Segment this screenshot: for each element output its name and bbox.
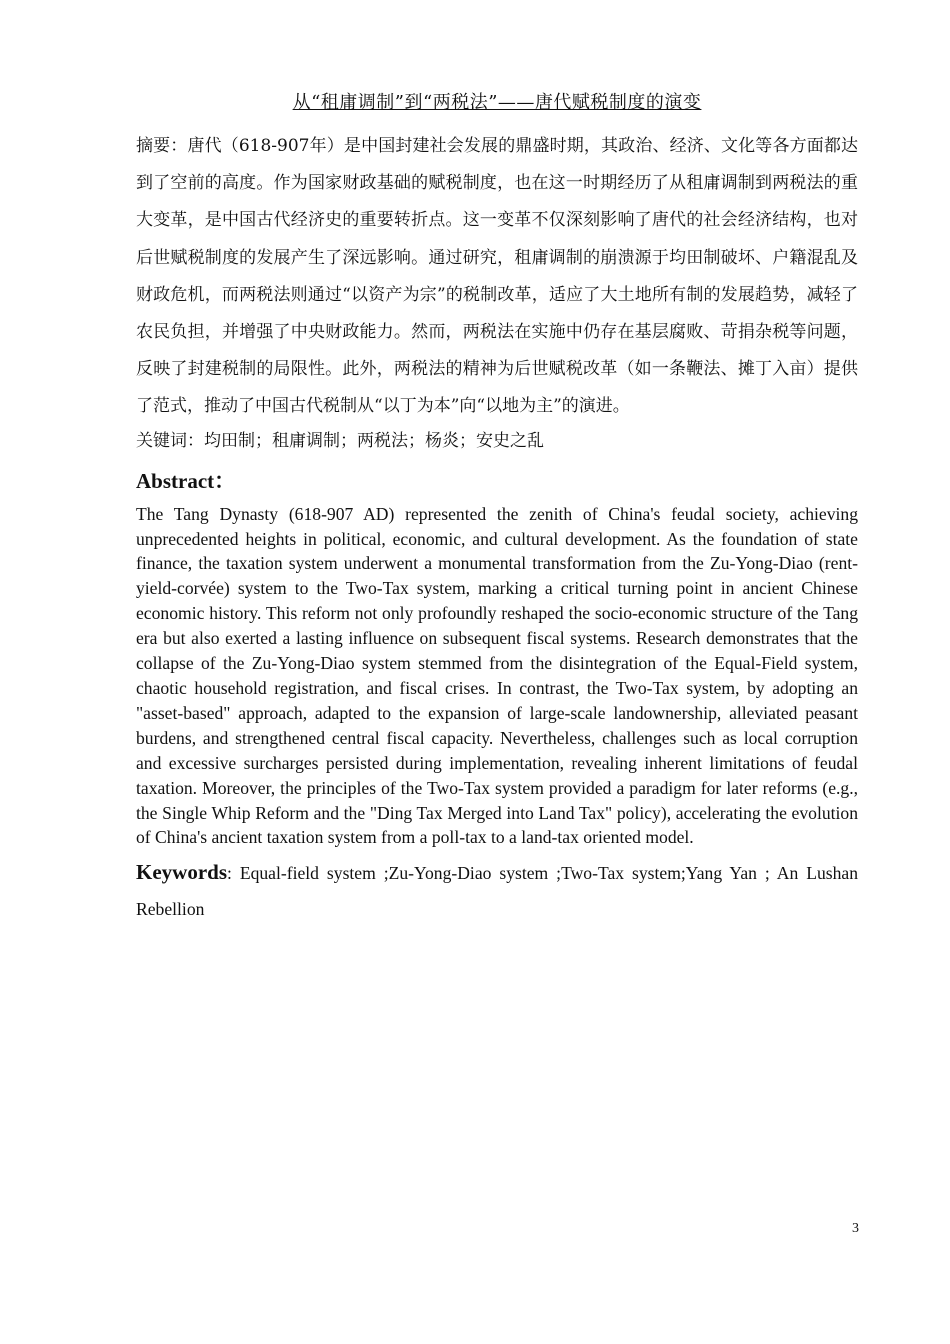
paper-title: 从“租庸调制”到“两税法”——唐代赋税制度的演变	[292, 92, 702, 113]
chinese-keywords-text: 均田制；租庸调制；两税法；杨炎；安史之乱	[204, 430, 544, 451]
english-abstract-heading: Abstract：	[136, 468, 236, 493]
chinese-keywords	[136, 426, 858, 456]
chinese-abstract	[136, 128, 858, 426]
chinese-abstract-text: 唐代（618-907年）是中国封建社会发展的鼎盛时期，其政治、经济、文化等各方面都达到了空前的高度。作为国家财政基础的赋税制度，也在这一时期经历了从租庸调制到两税法的重大变革，是中国古代经济史的重要转折点。这一变革不仅深刻影响了唐代的社会经济结构，也对后世赋税制度的发展产生了深远影响。通过研究，租庸调制的崩溃源于均田制破坏、户籍混乱及财政危机，而两税法则通过“以资产为宗”的税制改革，适应了大土地所有制的发展趋势，减轻了农民负担，并增强了中央财政能力。然而，两税法在实施中仍存在基层腐败、苛捐杂税等问题，反映了封建税制的局限性。此外，两税法的精神为后世赋税改革（如一条鞭法、摊丁入亩）提供了范式，推动了中国古代税制从“以丁为本”向“以地为主”的演进。	[136, 136, 859, 417]
english-abstract-text: The Tang Dynasty (618-907 AD) represented the zenith of China's feudal society, achieving unprecedented heights in political, economic, and cultural development. As the foundation of state finance, the taxation system underwent a monumental transformation from the Zu-Yong-Diao (rent-yield-corvée) system to the Two-Tax system, marking a critical turning point in ancient Chinese economic history. This reform not only profoundly reshaped the socio-economic structure of the Tang era but also exerted a lasting influence on subsequent fiscal systems. Research demonstrates that the collapse of the Zu-Yong-Diao system stemmed from the disintegration of the Equal-Field system, chaotic household registration, and fiscal crises. In contrast, the Two-Tax system, by adopting an "asset-based" approach, adapted to the expansion of large-scale landownership, alleviated peasant burdens, and strengthened central fiscal capacity. Nevertheless, challenges such as local corruption and excessive surcharges persisted during implementation, revealing inherent limitations of feudal taxation. Moreover, the principles of the Two-Tax system provided a paradigm for later reforms (e.g., the Single Whip Reform and the "Ding Tax Merged into Land Tax" policy), accelerating the evolution of China's ancient taxation system from a poll-tax to a land-tax oriented model.	[136, 503, 858, 848]
page-number: 3	[852, 1221, 859, 1236]
chinese-abstract-label: 摘要：	[136, 136, 188, 156]
page-content	[136, 88, 858, 927]
english-keywords-separator: :	[227, 863, 240, 884]
english-keywords	[136, 854, 858, 927]
chinese-keywords-label: 关键词：	[136, 430, 204, 451]
english-keywords-label: Keywords	[136, 860, 227, 885]
english-keywords-text: Equal-field system ;Zu-Yong-Diao system ;Two-Tax system;Yang Yan ; An Lushan Rebellion	[136, 863, 858, 920]
